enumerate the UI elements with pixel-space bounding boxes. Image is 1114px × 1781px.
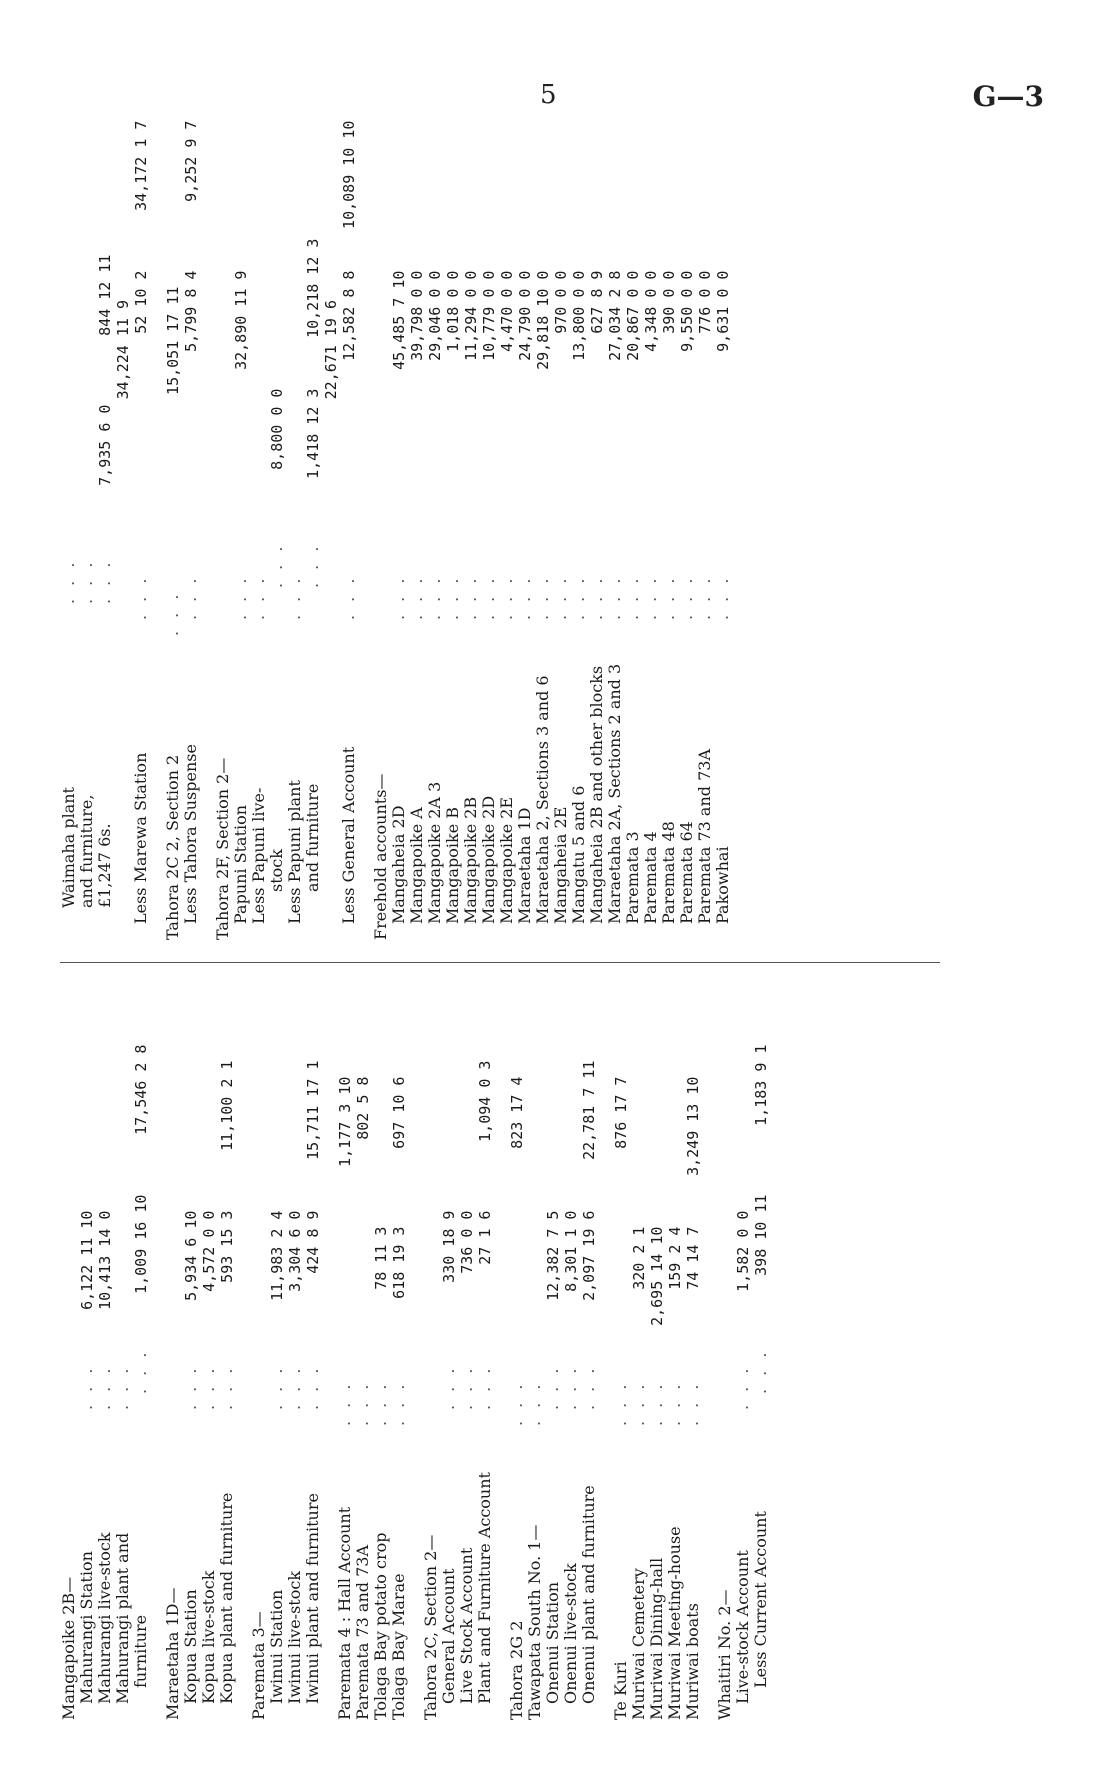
leader-dots: . . . [461,574,480,620]
table-row [440,985,458,1720]
row-label: Iwinui Station [267,1589,286,1704]
leader-dots: . . . [579,1364,598,1410]
account-block [236,985,322,1720]
table-row [458,985,476,1720]
table-row [96,985,114,1720]
amount-b: 15,711 17 1 [304,1060,322,1160]
row-label: Onenui Station [543,1581,562,1704]
amount-a: 8,800 0 0 [268,388,286,470]
leader-dots: . . . [339,574,358,620]
table-row [132,985,150,1720]
leader-dots: . . . [623,574,642,620]
amount-a: 618 19 3 [390,1226,408,1299]
leader-dots: . . . [389,574,408,620]
table-row [250,150,268,940]
leader-dots: . . . [533,574,552,620]
block-spacer [236,985,250,1720]
row-label: Muriwai Cemetery [629,1568,648,1720]
leader-dots: . . . [267,542,286,588]
account-block [150,985,236,1720]
amount-a: 5,934 6 10 [182,1210,200,1301]
amount-b: 9,550 0 0 [678,270,696,352]
amount-b: 3,249 13 10 [684,1076,702,1176]
block-title-text: Maraetaha 1D— [163,1587,182,1720]
leader-dots: . . . [515,574,534,620]
account-block [598,985,702,1720]
amount-b: 4,470 0 0 [498,270,516,352]
amount-b: 776 0 0 [696,270,714,334]
block-title [60,985,78,1720]
block-title [372,150,390,940]
row-label: Mangapoike 2A 3 [425,781,444,924]
leader-dots: . . . [217,1364,236,1410]
table-row [516,150,534,940]
amount-a: 424 8 9 [304,1210,322,1274]
row-label: Mahurangi live-stock [95,1532,114,1704]
leader-dots: . . . [335,1380,354,1426]
leader-dots: . . . [665,1380,684,1426]
document-code: G—3 [972,80,1044,113]
row-label: General Account [439,1568,458,1704]
amount-a: 398 10 11 [752,1194,770,1276]
row-label: Papuni Station [231,804,250,924]
amount-a: 3,304 6 0 [286,1210,304,1292]
row-label: Muriwai boats [683,1603,702,1720]
block-title-text: Tahora 2C, Section 2— [421,1534,440,1720]
row-label: Mangaheia 2E [551,806,570,924]
block-spacer [150,150,164,940]
table-row [114,985,132,1720]
amount-b: 12,582 8 8 [340,270,358,361]
row-label: Mahurangi Station [77,1551,96,1704]
row-label: Tahora 2C 2, Section 2 [163,754,182,940]
amount-a: 27 1 6 [476,1210,494,1265]
table-row [372,985,390,1720]
table-row [408,150,426,940]
row-label: Mangapoike A [407,807,426,924]
amount-b: 844 12 11 [96,254,114,336]
leader-dots: . . . [713,574,732,620]
amount-b: 10,779 0 0 [480,270,498,361]
table-row [552,150,570,940]
amount-b: 24,790 0 0 [516,270,534,361]
amount-a: 330 18 9 [440,1210,458,1283]
amount-b: 11,100 2 1 [218,1060,236,1151]
block-spacer [200,150,214,940]
table-row [508,985,526,1720]
row-label: Mangapoike B [443,806,462,924]
row-label: Waimaha plant [59,787,78,908]
block-spacer [408,985,422,1720]
amount-b: 29,818 10 0 [534,270,552,370]
table-row [544,985,562,1720]
table-row [534,150,552,940]
amount-b: 17,546 2 8 [132,1044,150,1135]
row-label: Mangapoike 2E [497,796,516,924]
leader-dots: . . . [695,574,714,620]
amount-a: 593 15 3 [218,1210,236,1283]
table-row [476,985,494,1720]
leader-dots: . . . [303,1364,322,1410]
table-row [96,150,114,940]
table-row [232,150,250,940]
amount-c: 9,252 9 7 [182,120,200,202]
block-title-text: Freehold accounts— [371,773,390,940]
account-block [150,120,200,940]
leader-dots: . . . [181,1364,200,1410]
amount-a: 1,582 0 0 [734,1210,752,1292]
amount-b: 627 8 9 [588,270,606,334]
row-label: Less Marewa Station [131,752,150,924]
table-row [480,150,498,940]
leader-dots: . . . [659,574,678,620]
table-row [218,985,236,1720]
amount-b: 29,046 0 0 [426,270,444,361]
amount-a: 6,122 11 10 [78,1210,96,1310]
row-label: Onenui live-stock [561,1563,580,1704]
leader-dots: . . . [647,1380,666,1426]
amount-b: 22,671 19 6 [322,300,340,400]
block-title-text: Paremata 3— [249,1611,268,1720]
leader-dots: . . . [561,1364,580,1410]
account-block [200,120,358,940]
left-account-column [60,985,1000,1720]
row-label: Maraetaha 2, Sections 3 and 6 [533,675,552,924]
row-label: Mangatu 5 and 6 [569,785,588,924]
amount-b: 32,890 11 9 [232,270,250,370]
leader-dots: . . . [231,574,250,620]
leader-dots: . . . [551,574,570,620]
table-row [714,150,732,940]
row-label: Paremata 4 : Hall Account [335,1506,354,1720]
row-label: Less Tahora Suspense [181,744,200,924]
amount-b: 45,485 7 10 [390,270,408,370]
row-label: Tawapata South No. 1— [525,1524,544,1720]
amount-a: 159 2 4 [666,1226,684,1290]
amount-a: 10,413 14 0 [96,1210,114,1310]
row-label: Less General Account [339,746,358,924]
row-label: Paremata 3 [623,831,642,924]
right-account-column [59,120,1000,940]
account-block [59,120,150,940]
table-row [570,150,588,940]
block-spacer [150,985,164,1720]
table-row [268,150,286,940]
column-divider [60,962,940,963]
row-label: Iwinui live-stock [285,1570,304,1704]
table-row [286,150,304,940]
leader-dots: . . . [59,558,78,604]
amount-a: 7,935 6 0 [96,404,114,486]
leader-dots: . . . [77,1364,96,1410]
leader-dots: . . . [77,558,96,604]
amount-b: 970 0 0 [552,270,570,334]
block-title [250,985,268,1720]
table-row [78,150,96,940]
table-row [734,985,752,1720]
table-row [588,150,606,940]
table-row [752,985,770,1720]
row-label: Onenui plant and furniture [579,1485,598,1704]
row-label: Paremata 73 and 73A [353,1545,372,1720]
leader-dots: . . . [95,1364,114,1410]
block-title [422,985,440,1720]
table-row [612,985,630,1720]
row-label: and furniture, [77,794,96,908]
amount-b: 1,177 3 10 [336,1076,354,1167]
leader-dots: . . . [131,1348,150,1394]
account-block [702,985,770,1720]
leader-dots: . . . [457,1364,476,1410]
leader-dots: . . . [285,574,304,620]
amount-b: 5,799 8 4 [182,270,200,352]
account-block [358,150,732,940]
row-label: and furniture [303,783,322,892]
table-row [354,985,372,1720]
table-row [200,985,218,1720]
amount-b: 1,183 9 1 [752,1044,770,1126]
row-label: Muriwai Dining-hall [647,1557,666,1720]
leader-dots: . . . [303,542,322,588]
row-label: Less Papuni plant [285,780,304,924]
row-label: Live-stock Account [733,1550,752,1704]
row-label: Kopua Station [181,1589,200,1704]
amount-b: 34,224 11 9 [114,300,132,400]
leader-dots: . . . [407,574,426,620]
table-row [624,150,642,940]
amount-a: 78 11 3 [372,1226,390,1290]
table-row [286,985,304,1720]
row-label: Tolaga Bay Marae [389,1573,408,1720]
block-title-text: Whaitiri No. 2— [715,1589,734,1720]
amount-a: 11,983 2 4 [268,1210,286,1301]
amount-b: 11,294 0 0 [462,270,480,361]
table-row [336,985,354,1720]
table-row [498,150,516,940]
amount-b: 876 17 7 [612,1076,630,1149]
table-row [562,985,580,1720]
table-row [304,150,322,940]
amount-b: 4,348 0 0 [642,270,660,352]
block-spacer [358,150,372,940]
table-row [268,985,286,1720]
amount-c: 34,172 1 7 [132,120,150,211]
leader-dots: . . . [113,1364,132,1410]
leader-dots: . . . [249,574,268,620]
page-header [0,80,1114,130]
leader-dots: . . . [525,1380,544,1426]
table-row [606,150,624,940]
amount-a: 320 2 1 [630,1226,648,1290]
leader-dots: . . . [543,1364,562,1410]
leader-dots: . . . [497,574,516,620]
leader-dots: . . . [569,574,588,620]
amount-a: 1,009 16 10 [132,1194,150,1294]
leader-dots: . . . [353,1380,372,1426]
table-row [60,150,78,940]
amount-b: 697 10 6 [390,1076,408,1149]
account-block [494,985,598,1720]
row-label: Tahora 2G 2 [507,1620,526,1720]
table-row [580,985,598,1720]
table-row [181,120,200,940]
leader-dots: . . . [199,1364,218,1410]
account-block [408,985,494,1720]
leader-dots: . . . [163,590,182,636]
account-block [322,985,408,1720]
leader-dots: . . . [267,1364,286,1410]
amount-b: 10,218 12 3 [304,238,322,338]
row-label: Paremata 4 [641,831,660,924]
block-spacer [494,985,508,1720]
block-title-text: Mangapoike 2B— [59,1576,78,1720]
amount-b: 27,034 2 8 [606,270,624,361]
block-spacer [598,985,612,1720]
row-label: Pakowhai [713,846,732,924]
table-row [426,150,444,940]
leader-dots: . . . [587,574,606,620]
row-label: Maraetaha 2A, Sections 2 and 3 [605,663,624,924]
table-row [78,985,96,1720]
table-row [630,985,648,1720]
leader-dots: . . . [611,1380,630,1426]
row-label: Paremata 64 [677,821,696,924]
amount-a: 4,572 0 0 [200,1210,218,1292]
table-row [696,150,714,940]
table-row [390,150,408,940]
amount-c: 10,089 10 10 [340,120,358,229]
amount-a: 1,418 12 3 [304,388,322,479]
leader-dots: . . . [443,574,462,620]
amount-b: 52 10 2 [132,270,150,334]
block-spacer [322,985,336,1720]
table-row [660,150,678,940]
leader-dots: . . . [683,1380,702,1426]
row-label: Iwinui plant and furniture [303,1493,322,1704]
leader-dots: . . . [131,574,150,620]
amount-b: 22,781 7 11 [580,1060,598,1160]
table-row [462,150,480,940]
table-row [526,985,544,1720]
row-label: Mangapoike 2B [461,796,480,924]
row-label: Kopua live-stock [199,1570,218,1704]
row-label: furniture [131,1614,150,1688]
leader-dots: . . . [95,558,114,604]
table-row [304,985,322,1720]
row-label: Mahurangi plant and [113,1532,132,1704]
leader-dots: . . . [285,1364,304,1410]
table-row [164,150,182,940]
amount-a: 8,301 1 0 [562,1210,580,1292]
leader-dots: . . . [605,574,624,620]
row-label: Plant and Furniture Account [475,1472,494,1704]
leader-dots: . . . [475,1364,494,1410]
table-row [390,985,408,1720]
amount-a: 12,382 7 5 [544,1210,562,1301]
amount-b: 39,798 0 0 [408,270,426,361]
leader-dots: . . . [371,1380,390,1426]
amount-b: 390 0 0 [660,270,678,334]
leader-dots: . . . [425,574,444,620]
leader-dots: . . . [507,1380,526,1426]
amount-b: 1,018 0 0 [444,270,462,352]
amount-a: 2,097 19 6 [580,1210,598,1301]
table-row [648,985,666,1720]
amount-b: 20,867 0 0 [624,270,642,361]
row-label: Live Stock Account [457,1547,476,1704]
leader-dots: . . . [751,1348,770,1394]
table-row [642,150,660,940]
amount-b: 802 5 8 [354,1076,372,1140]
row-label: Mangaheia 2B and other blocks [587,665,606,924]
leader-dots: . . . [733,1364,752,1410]
table-row [339,120,358,940]
row-label: Less Current Account [751,1511,770,1688]
row-label: Te Kuri [611,1661,630,1720]
leader-dots: . . . [479,574,498,620]
amount-b: 15,051 17 11 [164,286,182,395]
rotated-account-table [59,120,1000,1720]
amount-b: 823 17 4 [508,1076,526,1149]
row-label: Paremata 48 [659,821,678,924]
table-row [678,150,696,940]
amount-b: 13,800 0 0 [570,270,588,361]
table-row [114,150,132,940]
leader-dots: . . . [641,574,660,620]
row-label: Mangapoike 2D [479,795,498,924]
block-title [214,150,232,940]
leader-dots: . . . [629,1380,648,1426]
table-row [322,150,340,940]
block-title-text: Tahora 2F, Section 2— [213,757,232,940]
row-label: Less Papuni live- [249,787,268,924]
block-title [164,985,182,1720]
amount-b: 1,094 0 3 [476,1060,494,1142]
row-label: £1,247 6s. [95,823,114,908]
amount-a: 2,695 14 10 [648,1226,666,1326]
block-title [716,985,734,1720]
row-label: Tolaga Bay potato crop [371,1532,390,1720]
table-row [182,985,200,1720]
page-number: 5 [540,80,557,110]
amount-b: 9,631 0 0 [714,270,732,352]
row-label: Paremata 73 and 73A [695,749,714,924]
table-row [444,150,462,940]
table-row [684,985,702,1720]
row-label: stock [267,849,286,892]
leader-dots: . . . [439,1364,458,1410]
block-spacer [702,985,716,1720]
row-label: Kopua plant and furniture [217,1492,236,1704]
row-label: Mangaheia 2D [389,805,408,924]
leader-dots: . . . [389,1380,408,1426]
row-label: Muriwai Meeting-house [665,1526,684,1720]
leader-dots: . . . [181,574,200,620]
account-block [60,985,150,1720]
amount-a: 736 0 0 [458,1210,476,1274]
leader-dots: . . . [677,574,696,620]
table-row [666,985,684,1720]
table-row [131,120,150,940]
amount-a: 74 14 7 [684,1226,702,1290]
row-label: Maraetaha 1D [515,807,534,924]
